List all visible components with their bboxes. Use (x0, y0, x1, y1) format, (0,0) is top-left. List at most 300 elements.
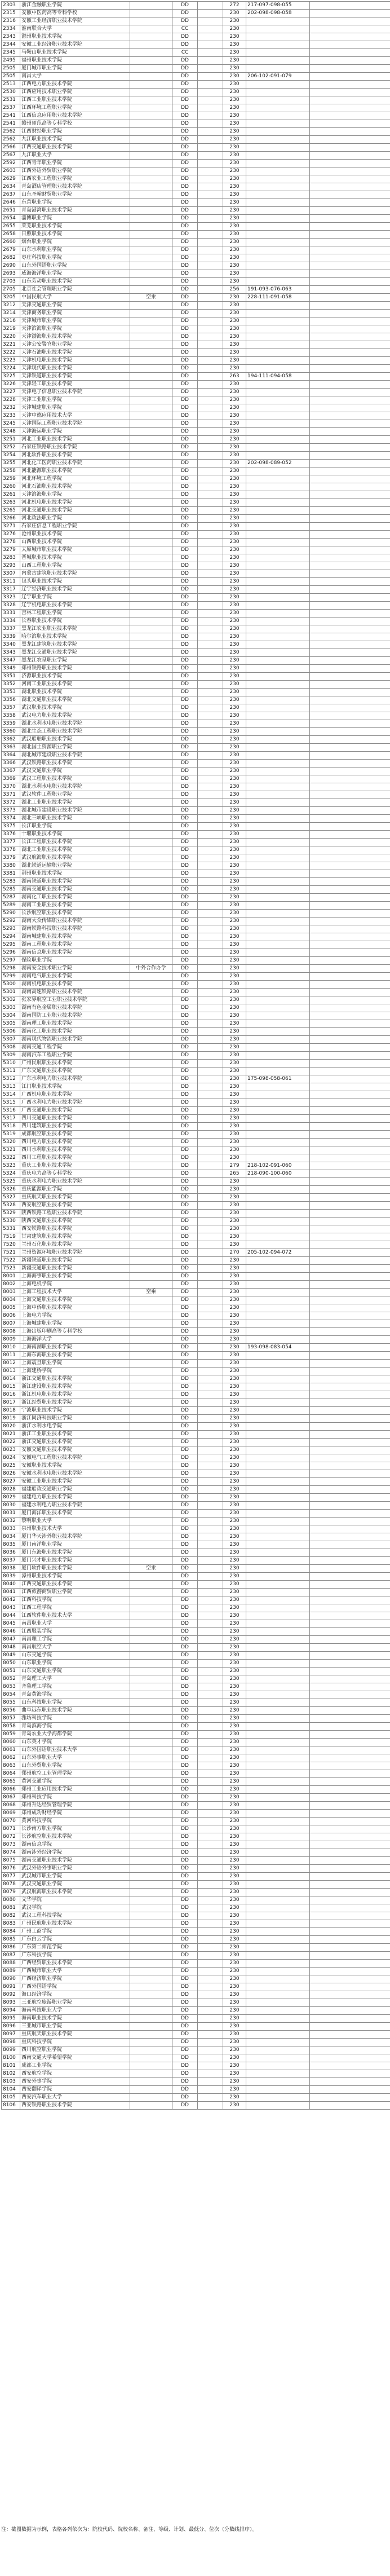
table-row (2, 767, 390, 775)
school-name-cell: 湖南铁路科技职业技术学院 (20, 925, 130, 933)
min-score-cell: 230 (223, 404, 246, 412)
school-name-cell: 青岛黄海学院 (20, 1691, 130, 1699)
table-row (2, 554, 390, 562)
school-code-cell: 3254 (2, 452, 20, 460)
school-name-cell: 上海震旦职业学院 (20, 1360, 130, 1368)
table-row (2, 1146, 390, 1154)
remark-cell (130, 602, 172, 610)
table-row (2, 1131, 390, 1139)
grade-cell: DD (172, 696, 198, 704)
min-score-cell: 230 (223, 1407, 246, 1415)
grade-cell: DD (172, 2046, 198, 2054)
grade-cell: DD (172, 1431, 198, 1439)
grade-cell: DD (172, 1833, 198, 1841)
remark-cell (130, 1391, 172, 1399)
table-row (2, 641, 390, 649)
min-score-cell: 230 (223, 1131, 246, 1139)
remark-cell (130, 1549, 172, 1557)
empty-cell (310, 1668, 390, 1675)
min-score-cell: 230 (223, 823, 246, 831)
empty-cell (310, 1139, 390, 1146)
plan-cell (198, 1336, 223, 1344)
school-code-cell: 8011 (2, 1352, 20, 1360)
min-score-cell: 230 (223, 1991, 246, 1999)
min-score-cell: 230 (223, 104, 246, 112)
empty-cell (310, 1352, 390, 1360)
min-score-cell: 230 (223, 878, 246, 886)
min-score-cell: 230 (223, 1462, 246, 1470)
score-detail-cell (246, 1525, 310, 1533)
grade-cell: DD (172, 1502, 198, 1510)
grade-cell: DD (172, 1407, 198, 1415)
school-name-cell: 湖南化工职业技术学院 (20, 1028, 130, 1036)
remark-cell (130, 1131, 172, 1139)
school-code-cell: 5319 (2, 1131, 20, 1139)
empty-cell (310, 531, 390, 539)
grade-cell: DD (172, 815, 198, 823)
table-row (2, 886, 390, 894)
school-code-cell: 8055 (2, 1699, 20, 1707)
grade-cell: DD (172, 1352, 198, 1360)
school-name-cell: 三亚城市职业学院 (20, 2023, 130, 2031)
table-row (2, 1612, 390, 1620)
empty-cell (310, 420, 390, 428)
plan-cell (198, 483, 223, 491)
grade-cell: DD (172, 1707, 198, 1715)
school-name-cell: 四川水利职业技术学院 (20, 1146, 130, 1154)
score-detail-cell (246, 1762, 310, 1770)
score-detail-cell: 228-111-091-058 (246, 294, 310, 302)
school-code-cell: 5283 (2, 878, 20, 886)
remark-cell (130, 1999, 172, 2007)
score-detail-cell (246, 562, 310, 570)
remark-cell (130, 562, 172, 570)
score-detail-cell: 191-093-076-063 (246, 286, 310, 294)
empty-cell (310, 1857, 390, 1865)
empty-cell (310, 1604, 390, 1612)
score-detail-cell (246, 1423, 310, 1431)
plan-cell (198, 1304, 223, 1312)
remark-cell (130, 96, 172, 104)
empty-cell (310, 1541, 390, 1549)
empty-cell (310, 1991, 390, 1999)
empty-cell (310, 1178, 390, 1186)
table-row (2, 894, 390, 902)
table-row (2, 389, 390, 396)
grade-cell: DD (172, 1952, 198, 1960)
grade-cell: DD (172, 1210, 198, 1218)
remark-cell (130, 1652, 172, 1660)
plan-cell (198, 649, 223, 657)
empty-cell (310, 49, 390, 57)
plan-cell (198, 207, 223, 215)
score-detail-cell (246, 1668, 310, 1675)
school-code-cell: 8039 (2, 1573, 20, 1581)
min-score-cell: 230 (223, 933, 246, 941)
score-detail-cell (246, 1565, 310, 1573)
score-detail-cell (246, 1494, 310, 1502)
min-score-cell: 230 (223, 965, 246, 973)
min-score-cell: 230 (223, 1944, 246, 1952)
score-detail-cell (246, 1399, 310, 1407)
table-row (2, 1975, 390, 1983)
plan-cell (198, 1115, 223, 1123)
school-name-cell: 烟台职业学院 (20, 239, 130, 246)
grade-cell: DD (172, 57, 198, 65)
plan-cell (198, 562, 223, 570)
table-row (2, 467, 390, 475)
remark-cell (130, 1439, 172, 1446)
min-score-cell: 230 (223, 807, 246, 815)
table-row (2, 333, 390, 341)
remark-cell (130, 1036, 172, 1044)
min-score-cell: 230 (223, 973, 246, 981)
grade-cell: DD (172, 744, 198, 752)
remark-cell (130, 1368, 172, 1375)
table-row (2, 112, 390, 120)
plan-cell (198, 357, 223, 365)
school-code-cell: 8049 (2, 1652, 20, 1660)
school-name-cell: 河北工业职业技术学院 (20, 436, 130, 444)
school-name-cell: 武汉外语外事职业学院 (20, 1865, 130, 1873)
school-code-cell: 5311 (2, 1068, 20, 1075)
plan-cell (198, 870, 223, 878)
grade-cell: DD (172, 41, 198, 49)
score-detail-cell (246, 1715, 310, 1723)
school-code-cell: 3263 (2, 499, 20, 507)
remark-cell (130, 1068, 172, 1075)
score-detail-cell (246, 1407, 310, 1415)
score-detail-cell (246, 1431, 310, 1439)
plan-cell (198, 1723, 223, 1731)
plan-cell (198, 1739, 223, 1746)
remark-cell (130, 1486, 172, 1494)
table-row (2, 1636, 390, 1644)
plan-cell (198, 1873, 223, 1881)
score-detail-cell (246, 467, 310, 475)
table-row (2, 1352, 390, 1360)
school-code-cell: 3364 (2, 752, 20, 760)
empty-cell (310, 1589, 390, 1596)
grade-cell: DD (172, 1265, 198, 1273)
score-detail-cell (246, 831, 310, 839)
school-name-cell: 广西经济职业学院 (20, 1975, 130, 1983)
plan-cell (198, 657, 223, 665)
school-code-cell: 3381 (2, 870, 20, 878)
remark-cell (130, 1896, 172, 1904)
table-row (2, 57, 390, 65)
school-name-cell: 湖北工业职业技术学院 (20, 799, 130, 807)
grade-cell: DD (172, 1439, 198, 1446)
score-detail-cell (246, 1652, 310, 1660)
plan-cell (198, 239, 223, 246)
min-score-cell: 230 (223, 1328, 246, 1336)
remark-cell (130, 712, 172, 720)
min-score-cell: 230 (223, 1320, 246, 1328)
score-detail-cell (246, 175, 310, 183)
plan-cell (198, 1344, 223, 1352)
school-code-cell: 8069 (2, 1810, 20, 1818)
empty-cell (310, 1778, 390, 1786)
plan-cell (198, 1952, 223, 1960)
empty-cell (310, 1265, 390, 1273)
school-code-cell: 8058 (2, 1723, 20, 1731)
empty-cell (310, 1004, 390, 1012)
grade-cell: DD (172, 1968, 198, 1975)
school-name-cell: 石家庄信息工程职业学院 (20, 523, 130, 531)
grade-cell: DD (172, 996, 198, 1004)
plan-cell (198, 1273, 223, 1281)
grade-cell: DD (172, 270, 198, 278)
score-detail-cell: 205-102-094-072 (246, 1249, 310, 1257)
score-detail-cell (246, 1383, 310, 1391)
remark-cell (130, 1983, 172, 1991)
plan-cell (198, 1407, 223, 1415)
min-score-cell: 230 (223, 1881, 246, 1889)
school-code-cell: 8067 (2, 1794, 20, 1802)
min-score-cell: 230 (223, 2046, 246, 2054)
min-score-cell: 230 (223, 1478, 246, 1486)
table-row (2, 1518, 390, 1525)
empty-cell (310, 1549, 390, 1557)
school-code-cell: 8089 (2, 1968, 20, 1975)
min-score-cell: 230 (223, 1004, 246, 1012)
min-score-cell: 230 (223, 989, 246, 996)
plan-cell (198, 1265, 223, 1273)
school-code-cell: 3220 (2, 333, 20, 341)
school-code-cell: 7522 (2, 1257, 20, 1265)
score-detail-cell (246, 215, 310, 223)
min-score-cell: 230 (223, 862, 246, 870)
school-code-cell: 8077 (2, 1873, 20, 1881)
table-row (2, 1628, 390, 1636)
empty-cell (310, 633, 390, 641)
school-name-cell: 辽宁经济职业技术学院 (20, 586, 130, 594)
school-code-cell: 8098 (2, 2039, 20, 2046)
empty-cell (310, 254, 390, 262)
empty-cell (310, 1218, 390, 1225)
school-code-cell: 2531 (2, 96, 20, 104)
plan-cell (198, 846, 223, 854)
empty-cell (310, 2007, 390, 2015)
min-score-cell: 270 (223, 1249, 246, 1257)
plan-cell (198, 1896, 223, 1904)
remark-cell (130, 981, 172, 989)
score-detail-cell (246, 104, 310, 112)
remark-cell (130, 973, 172, 981)
remark-cell (130, 689, 172, 696)
table-row (2, 1202, 390, 1210)
empty-cell (310, 1320, 390, 1328)
score-detail-cell (246, 1889, 310, 1896)
remark-cell (130, 1265, 172, 1273)
table-row (2, 2086, 390, 2094)
score-detail-cell (246, 1896, 310, 1904)
plan-cell (198, 1754, 223, 1762)
score-detail-cell (246, 610, 310, 617)
remark-cell (130, 1762, 172, 1770)
school-code-cell: 8103 (2, 2078, 20, 2086)
remark-cell (130, 1518, 172, 1525)
score-detail-cell (246, 1754, 310, 1762)
grade-cell: DD (172, 728, 198, 736)
table-row (2, 310, 390, 317)
grade-cell: DD (172, 1533, 198, 1541)
score-detail-cell (246, 570, 310, 578)
school-name-cell: 甘肃建筑职业技术学院 (20, 1233, 130, 1241)
plan-cell (198, 1549, 223, 1557)
school-name-cell: 滁州职业技术学院 (20, 33, 130, 41)
school-name-cell: 天津现代职业技术学院 (20, 365, 130, 373)
empty-cell (310, 546, 390, 554)
school-name-cell: 浙江交通职业技术学院 (20, 1439, 130, 1446)
grade-cell: DD (172, 617, 198, 625)
school-code-cell: 3251 (2, 436, 20, 444)
empty-cell (310, 1107, 390, 1115)
min-score-cell: 230 (223, 1218, 246, 1225)
table-row (2, 1036, 390, 1044)
min-score-cell: 230 (223, 767, 246, 775)
remark-cell (130, 578, 172, 586)
empty-cell (310, 783, 390, 791)
min-score-cell: 230 (223, 10, 246, 17)
remark-cell (130, 1778, 172, 1786)
table-row (2, 1904, 390, 1912)
school-code-cell: 2530 (2, 89, 20, 96)
empty-cell (310, 925, 390, 933)
min-score-cell: 230 (223, 1699, 246, 1707)
min-score-cell: 230 (223, 1510, 246, 1518)
min-score-cell: 230 (223, 1604, 246, 1612)
school-name-cell: 天津石油职业技术学院 (20, 349, 130, 357)
school-name-cell: 武汉软件工程职业学院 (20, 791, 130, 799)
school-name-cell: 郑州科技学院 (20, 1794, 130, 1802)
plan-cell (198, 420, 223, 428)
plan-cell (198, 317, 223, 325)
empty-cell (310, 1786, 390, 1794)
score-detail-cell (246, 1052, 310, 1060)
min-score-cell: 230 (223, 1810, 246, 1818)
school-code-cell: 8044 (2, 1612, 20, 1620)
plan-cell (198, 2094, 223, 2102)
table-row (2, 957, 390, 965)
plan-cell (198, 989, 223, 996)
plan-cell (198, 1107, 223, 1115)
score-detail-cell (246, 1139, 310, 1146)
score-detail-cell: 175-098-058-061 (246, 1075, 310, 1083)
grade-cell: DD (172, 333, 198, 341)
min-score-cell: 230 (223, 444, 246, 452)
empty-cell (310, 1754, 390, 1762)
min-score-cell: 272 (223, 2, 246, 10)
plan-cell (198, 1770, 223, 1778)
school-code-cell: 8001 (2, 1273, 20, 1281)
table-row (2, 823, 390, 831)
remark-cell (130, 815, 172, 823)
min-score-cell: 230 (223, 760, 246, 767)
score-detail-cell: 206-102-091-079 (246, 73, 310, 81)
plan-cell (198, 925, 223, 933)
remark-cell (130, 2039, 172, 2046)
plan-cell (198, 365, 223, 373)
table-row (2, 1691, 390, 1699)
school-code-cell: 5316 (2, 1107, 20, 1115)
min-score-cell: 230 (223, 981, 246, 989)
school-code-cell: 8081 (2, 1904, 20, 1912)
remark-cell (130, 1668, 172, 1675)
min-score-cell: 230 (223, 1233, 246, 1241)
school-name-cell: 上海建桥学院 (20, 1368, 130, 1375)
grade-cell: DD (172, 1549, 198, 1557)
school-name-cell: 沧州职业技术学院 (20, 531, 130, 539)
school-name-cell: 江西外语外贸职业学院 (20, 167, 130, 175)
score-detail-cell (246, 1454, 310, 1462)
plan-cell (198, 1904, 223, 1912)
empty-cell (310, 815, 390, 823)
school-name-cell: 湖南现代物流职业技术学院 (20, 1036, 130, 1044)
remark-cell (130, 1462, 172, 1470)
plan-cell (198, 1660, 223, 1668)
table-row (2, 689, 390, 696)
score-detail-cell (246, 1068, 310, 1075)
empty-cell (310, 412, 390, 420)
min-score-cell: 230 (223, 1920, 246, 1928)
school-code-cell: 5310 (2, 1060, 20, 1068)
score-detail-cell (246, 807, 310, 815)
min-score-cell: 230 (223, 270, 246, 278)
table-row (2, 1723, 390, 1731)
school-code-cell: 3349 (2, 665, 20, 673)
empty-cell (310, 1446, 390, 1454)
min-score-cell: 230 (223, 1391, 246, 1399)
plan-cell (198, 1233, 223, 1241)
school-name-cell: 广西城市职业大学 (20, 1968, 130, 1975)
plan-cell (198, 744, 223, 752)
plan-cell (198, 1036, 223, 1044)
score-detail-cell (246, 633, 310, 641)
remark-cell (130, 570, 172, 578)
empty-cell (310, 1344, 390, 1352)
remark-cell (130, 1470, 172, 1478)
score-detail-cell (246, 1257, 310, 1265)
table-row (2, 1431, 390, 1439)
remark-cell (130, 1904, 172, 1912)
score-detail-cell (246, 1960, 310, 1968)
plan-cell (198, 25, 223, 33)
empty-cell (310, 752, 390, 760)
school-name-cell: 天津城建职业学院 (20, 404, 130, 412)
grade-cell: DD (172, 223, 198, 231)
school-code-cell: 8073 (2, 1841, 20, 1849)
school-code-cell: 3278 (2, 539, 20, 546)
grade-cell: DD (172, 1668, 198, 1675)
school-code-cell: 2660 (2, 239, 20, 246)
min-score-cell: 230 (223, 752, 246, 760)
plan-cell (198, 918, 223, 925)
grade-cell: DD (172, 1715, 198, 1723)
remark-cell (130, 610, 172, 617)
school-code-cell: 8078 (2, 1881, 20, 1889)
grade-cell: DD (172, 1415, 198, 1423)
school-name-cell: 天津交通职业学院 (20, 302, 130, 310)
plan-cell (198, 1320, 223, 1328)
plan-cell (198, 1920, 223, 1928)
min-score-cell: 230 (223, 96, 246, 104)
score-detail-cell (246, 1786, 310, 1794)
table-row (2, 1083, 390, 1091)
min-score-cell: 230 (223, 254, 246, 262)
remark-cell (130, 1952, 172, 1960)
